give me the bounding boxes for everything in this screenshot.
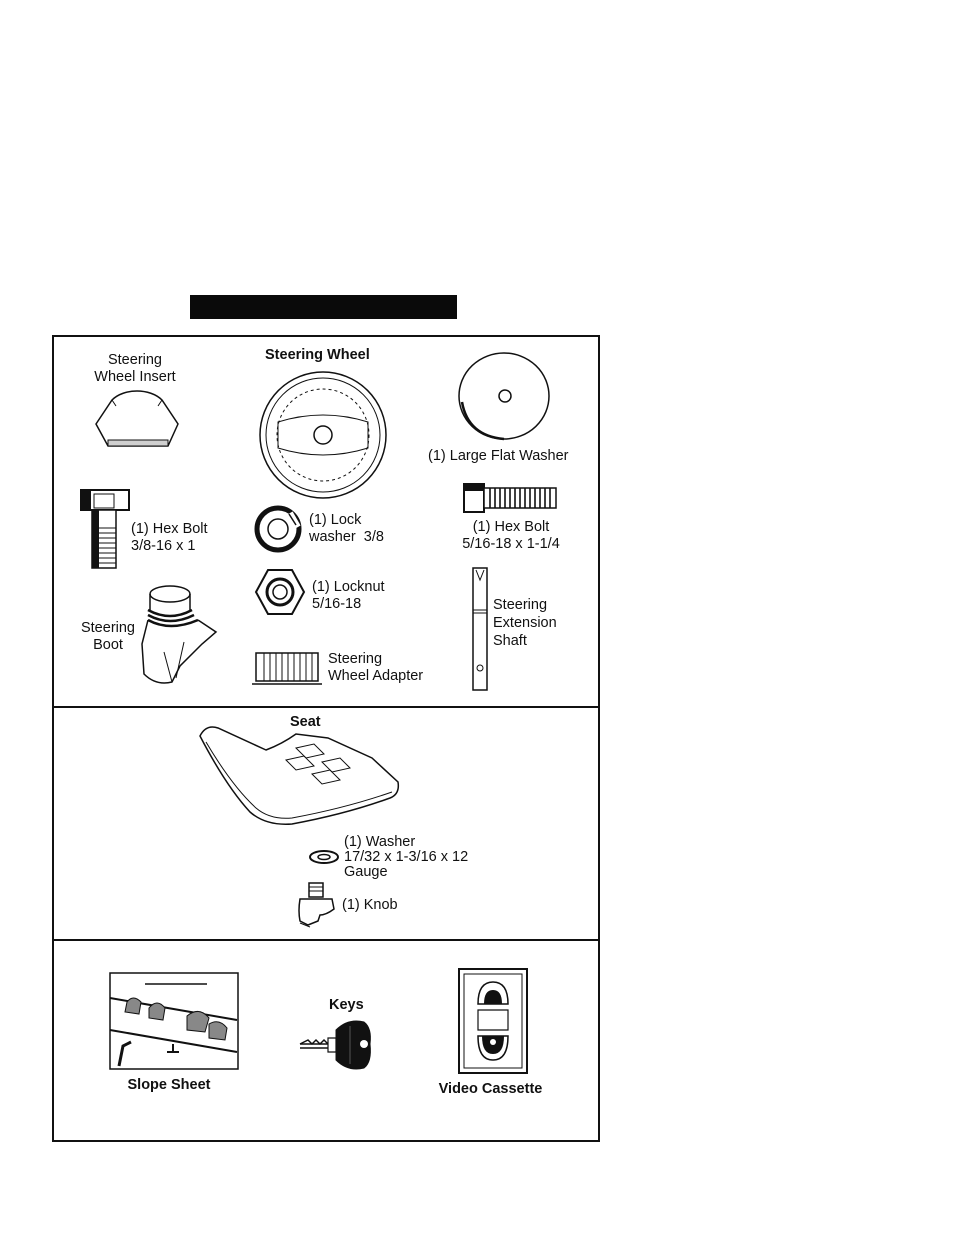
video-cassette-label: Video Cassette	[438, 1081, 543, 1097]
keys-label: Keys	[329, 997, 364, 1013]
hex-bolt-icon	[80, 488, 130, 570]
seat-icon	[196, 722, 406, 828]
hex-bolt-a-label: (1) Hex Bolt 3/8-16 x 1	[131, 521, 208, 554]
section-divider-2	[54, 939, 598, 941]
lock-washer-label: (1) Lock washer 3/8	[309, 512, 384, 545]
steering-extension-shaft-icon	[470, 566, 490, 692]
slope-sheet-icon	[109, 972, 239, 1070]
header-bar	[190, 295, 457, 319]
large-flat-washer-icon	[458, 352, 550, 440]
hex-bolt-b-label: (1) Hex Bolt 5/16-18 x 1-1/4	[462, 519, 560, 552]
locknut-icon	[254, 568, 306, 616]
steering-boot-label: Steering Boot	[80, 620, 135, 653]
steering-wheel-insert-icon	[92, 388, 182, 448]
seat-label: Seat	[290, 714, 321, 730]
hex-bolt-icon	[462, 480, 558, 516]
slope-sheet-label: Slope Sheet	[127, 1077, 211, 1093]
knob-label: (1) Knob	[342, 897, 398, 913]
washer-icon	[308, 849, 340, 865]
steering-boot-icon	[136, 582, 220, 688]
steering-wheel-adapter-icon	[252, 650, 322, 686]
steering-wheel-insert-label: Steering Wheel Insert	[94, 352, 176, 385]
video-cassette-icon	[458, 968, 528, 1074]
keys-icon	[298, 1018, 374, 1070]
lock-washer-icon	[254, 505, 302, 553]
large-flat-washer-label: (1) Large Flat Washer	[428, 448, 569, 464]
section-divider-1	[54, 706, 598, 708]
steering-extension-shaft-label: Steering Extension Shaft	[493, 597, 557, 649]
washer-label: (1) Washer 17/32 x 1-3/16 x 12 Gauge	[344, 834, 469, 880]
steering-wheel-icon	[258, 370, 388, 500]
knob-icon	[296, 881, 338, 929]
locknut-label: (1) Locknut 5/16-18	[312, 579, 385, 612]
steering-wheel-label: Steering Wheel	[265, 347, 370, 363]
steering-wheel-adapter-label: Steering Wheel Adapter	[328, 651, 424, 684]
